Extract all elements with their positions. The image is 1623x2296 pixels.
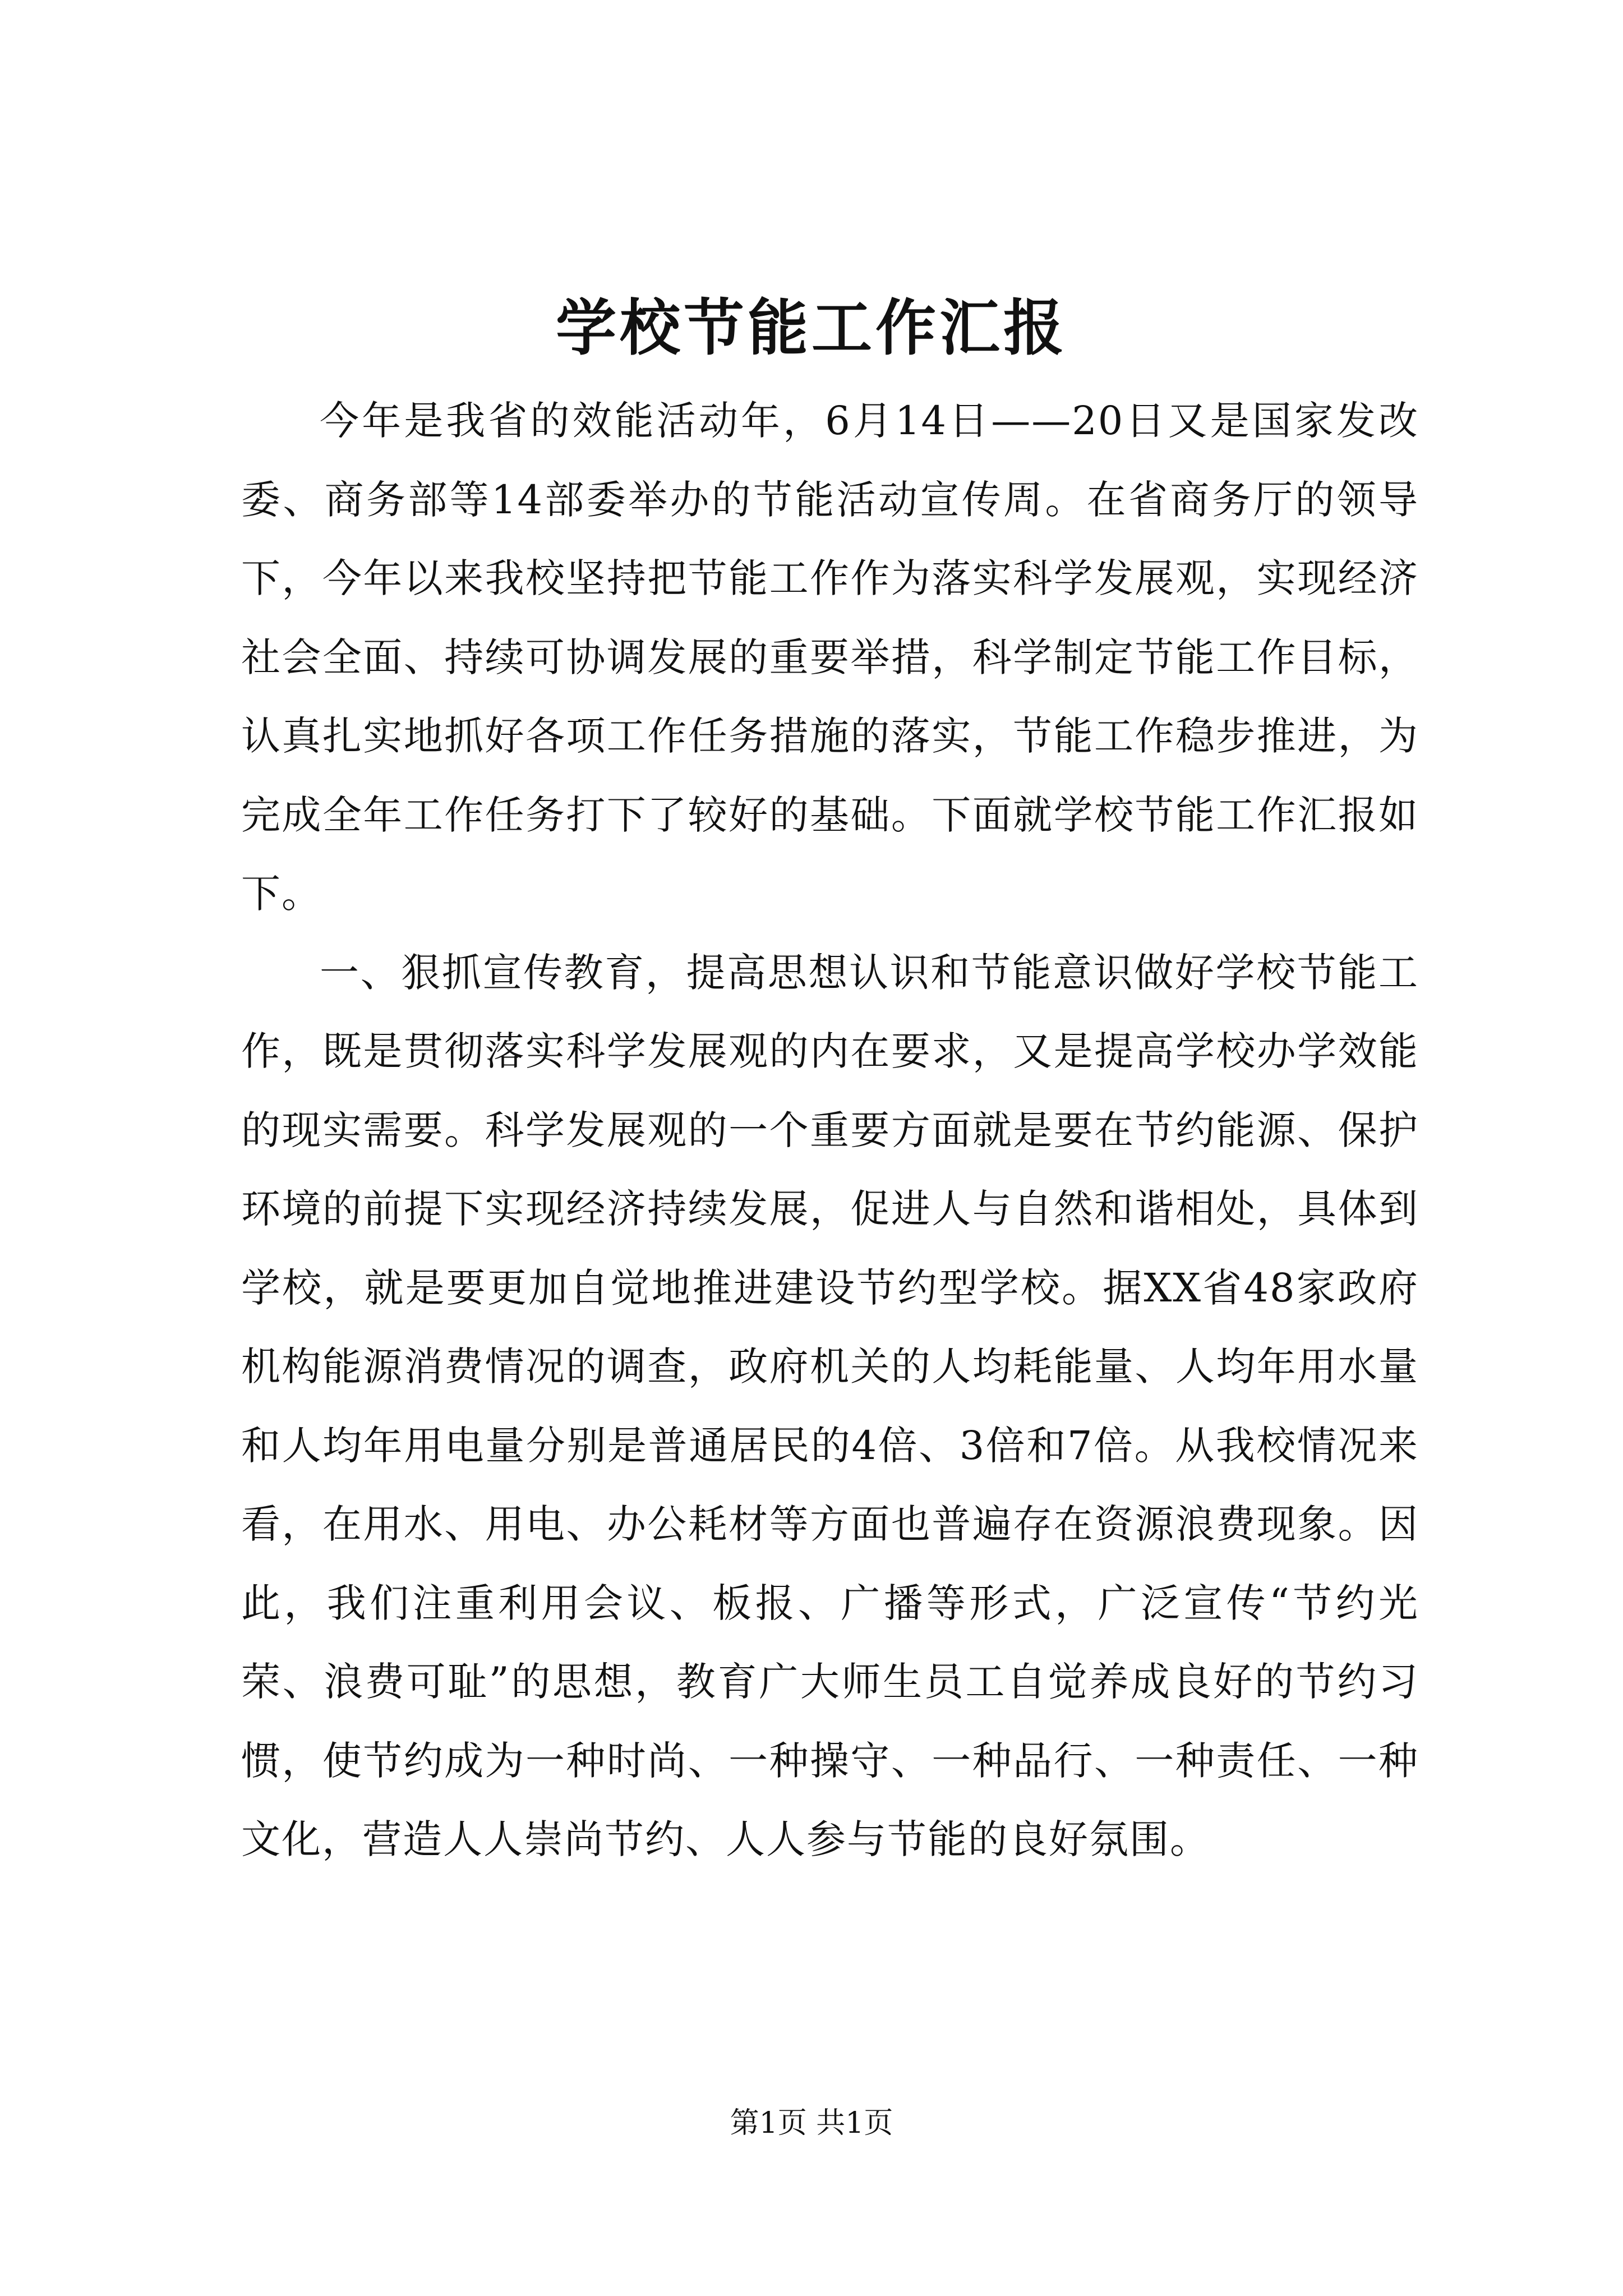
document-body	[241, 381, 1419, 1879]
paragraph-intro: 今年是我省的效能活动年，6月14日——20日又是国家发改委、商务部等14部委举办的节能活动宣传周。在省商务厅的领导下，今年以来我校坚持把节能工作作为落实科学发展观，实现经济社会全面、持续可协调发展的重要举措，科学制定节能工作目标，认真扎实地抓好各项工作任务措施的落实，节能工作稳步推进，为完成全年工作任务打下了较好的基础。下面就学校节能工作汇报如下。	[241, 398, 1419, 917]
document-title: 学校节能工作汇报	[555, 293, 1067, 364]
paragraph-section-one: 一、狠抓宣传教育，提高思想认识和节能意识做好学校节能工作，既是贯彻落实科学发展观的内在要求，又是提高学校办学效能的现实需要。科学发展观的一个重要方面就是要在节约能源、保护环境的前提下实现经济持续发展，促进人与自然和谐相处，具体到学校，就是要更加自觉地推进建设节约型学校。据XX省48家政府机构能源消费情况的调查，政府机关的人均耗能量、人均年用水量和人均年用电量分别是普通居民的4倍、3倍和7倍。从我校情况来看，在用水、用电、办公耗材等方面也普遍存在资源浪费现象。因此，我们注重利用会议、板报、广播等形式，广泛宣传“节约光荣、浪费可耻”的思想，教育广大师生员工自觉养成良好的节约习惯，使节约成为一种时尚、一种操守、一种品行、一种责任、一种文化，营造人人崇尚节约、人人参与节能的良好氛围。	[241, 949, 1419, 1862]
page-footer: 第1页 共1页	[730, 2106, 893, 2140]
